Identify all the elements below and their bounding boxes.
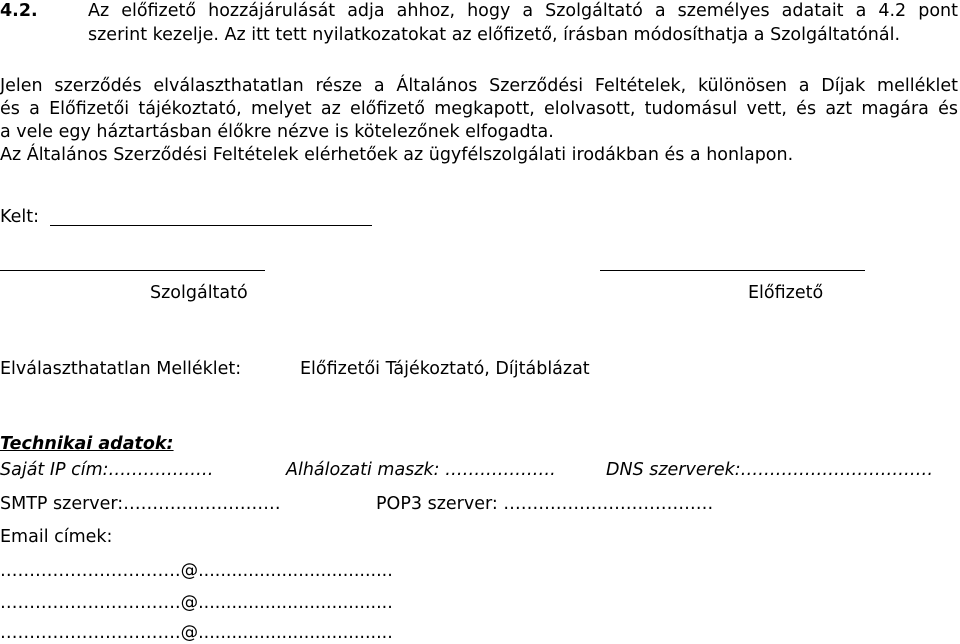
provider-signature-label: Szolgáltató bbox=[150, 283, 248, 303]
annex-label: Elválaszthatatlan Melléklet: bbox=[0, 359, 242, 379]
subscriber-signature-line bbox=[600, 270, 865, 271]
body-line-1: Jelen szerződés elválaszthatatlan része a Általános Szerződési Feltételek, különösen a Díjak melléklet bbox=[0, 76, 958, 96]
kelt-label: Kelt: bbox=[0, 207, 39, 227]
section-line-1: Az előfizető hozzájárulását adja ahhoz, hogy a Szolgáltató a személyes adatait a 4.2 pont bbox=[88, 1, 958, 21]
subscriber-signature-label: Előfizető bbox=[748, 283, 824, 303]
body-line-2: és a Előfizetői tájékoztató, melyet az előfizető megkapott, elolvasott, tudomásul vett, és azt magára és bbox=[0, 99, 958, 119]
pop3-server-field: POP3 szerver: ……………………………… bbox=[376, 494, 714, 514]
body-line-4: Az Általános Szerződési Feltételek elérhetőek az ügyfélszolgálati irodákban és a honlapon. bbox=[0, 145, 794, 165]
smtp-server-field: SMTP szerver:……………………… bbox=[0, 494, 281, 514]
provider-signature-line bbox=[0, 270, 265, 271]
dns-servers-field: DNS szerverek:…………………………… bbox=[606, 460, 934, 480]
email-line-2: ………………………….@................................... bbox=[0, 593, 393, 613]
kelt-signature-line bbox=[50, 225, 372, 226]
subnet-mask-field: Alhálozati maszk: ………………. bbox=[286, 460, 556, 480]
own-ip-field: Saját IP cím:……………… bbox=[0, 460, 214, 480]
body-line-3: a vele egy háztartásban élőkre nézve is kötelezőnek elfogadta. bbox=[0, 122, 554, 142]
annex-value: Előfizetői Tájékoztató, Díjtáblázat bbox=[300, 359, 590, 379]
email-label: Email címek: bbox=[0, 527, 113, 547]
tech-heading: Technikai adatok: bbox=[0, 434, 174, 454]
section-line-2: szerint kezelje. Az itt tett nyilatkozatokat az előfizető, írásban módosíthatja a Szolgáltatónál. bbox=[88, 25, 901, 45]
section-number: 4.2. bbox=[0, 1, 38, 21]
email-line-1: ………………………….@................................... bbox=[0, 561, 393, 581]
email-line-3: ………………………….@................................... bbox=[0, 623, 393, 643]
